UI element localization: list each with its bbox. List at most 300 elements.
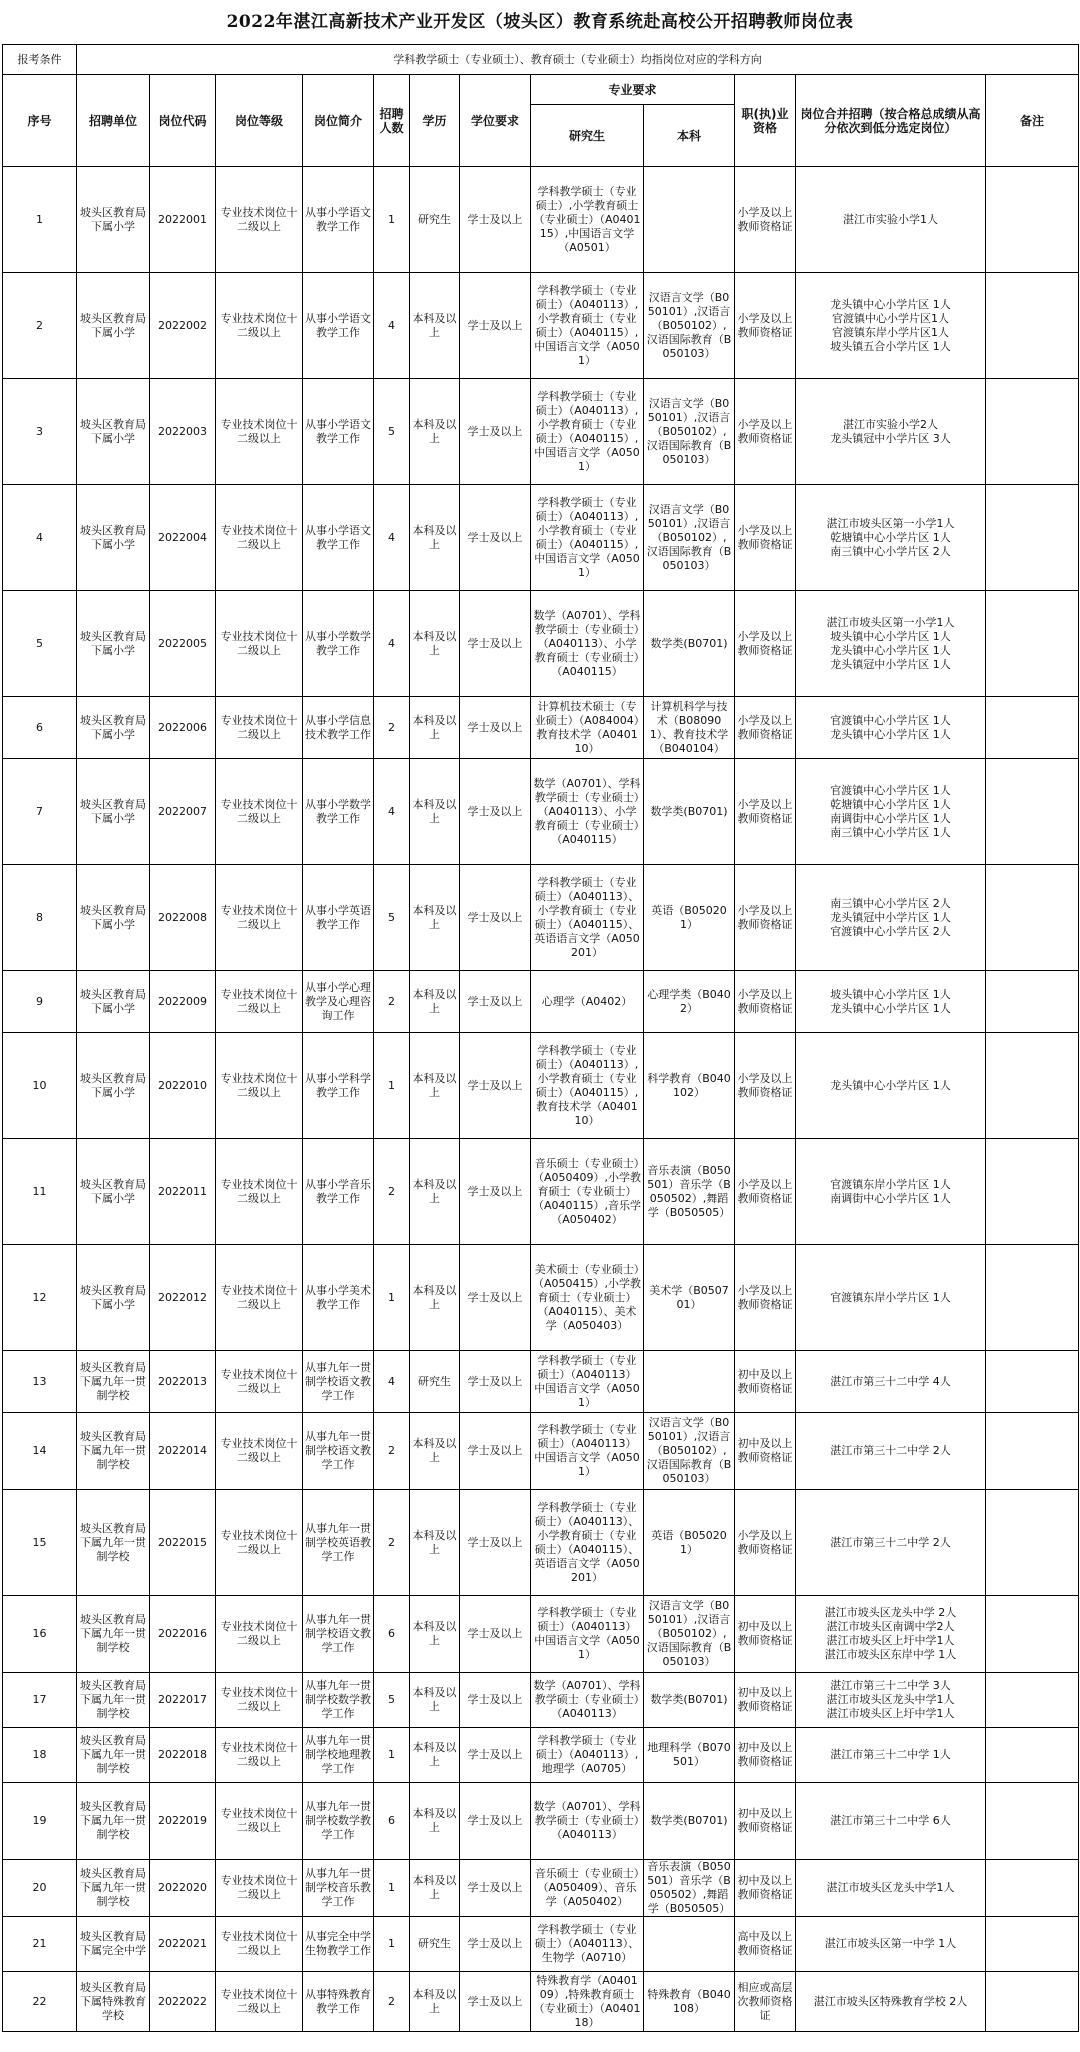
cell-unit: 坡头区教育局下属九年一贯制学校 <box>77 1351 150 1413</box>
cell-code: 2022016 <box>150 1596 216 1673</box>
cell-edu: 本科及以上 <box>410 1783 460 1860</box>
cell-intro: 从事小学美术教学工作 <box>303 1245 374 1351</box>
cell-count: 1 <box>374 1033 410 1139</box>
table-row <box>3 379 1079 485</box>
cell-intro: 从事九年一贯制学校音乐教学工作 <box>303 1860 374 1917</box>
cell-edu: 本科及以上 <box>410 1860 460 1917</box>
cell-level: 专业技术岗位十二级以上 <box>216 485 303 591</box>
cell-intro: 从事完全中学生物教学工作 <box>303 1917 374 1972</box>
cell-edu: 研究生 <box>410 167 460 273</box>
cell-intro: 从事小学科学教学工作 <box>303 1033 374 1139</box>
cell-seq: 14 <box>3 1413 77 1490</box>
cell-edu: 研究生 <box>410 1917 460 1972</box>
cell-grad-major: 学科教学硕士（专业硕士）（A040113）、小学教育硕士（专业硕士）（A040115）、英语语言文学（A050201） <box>531 1490 644 1596</box>
cell-degree: 学士及以上 <box>460 1673 531 1728</box>
cell-seq: 10 <box>3 1033 77 1139</box>
cell-edu: 本科及以上 <box>410 485 460 591</box>
cell-note <box>986 759 1079 865</box>
cell-code: 2022003 <box>150 379 216 485</box>
cell-grad-major: 学科教学硕士（专业硕士）（A040113）,小学教育硕士（专业硕士）（A040115）,中国语言文学（A0501） <box>531 379 644 485</box>
cell-count: 2 <box>374 1139 410 1245</box>
merge-line: 湛江市坡头区龙头中学 2人 <box>824 1606 957 1619</box>
cell-unit: 坡头区教育局下属特殊教育学校 <box>77 1972 150 2032</box>
cell-edu: 本科及以上 <box>410 865 460 971</box>
header-note: 备注 <box>986 75 1079 167</box>
conditions-text: 学科教学硕士（专业硕士）、教育硕士（专业硕士）均指岗位对应的学科方向 <box>77 45 1079 75</box>
cell-degree: 学士及以上 <box>460 697 531 759</box>
cell-level: 专业技术岗位十二级以上 <box>216 379 303 485</box>
cell-undergrad-major: 数学类(B0701) <box>644 759 735 865</box>
cell-code: 2022011 <box>150 1139 216 1245</box>
cell-seq: 13 <box>3 1351 77 1413</box>
table-row <box>3 1245 1079 1351</box>
cell-intro: 从事九年一贯制学校地理教学工作 <box>303 1728 374 1783</box>
cell-unit: 坡头区教育局下属小学 <box>77 167 150 273</box>
table-row <box>3 167 1079 273</box>
cell-qual: 初中及以上教师资格证 <box>735 1783 796 1860</box>
cell-code: 2022009 <box>150 971 216 1033</box>
cell-unit: 坡头区教育局下属小学 <box>77 379 150 485</box>
cell-merge <box>796 1673 986 1728</box>
cell-edu: 本科及以上 <box>410 591 460 697</box>
cell-level: 专业技术岗位十二级以上 <box>216 1139 303 1245</box>
cell-intro: 从事小学音乐教学工作 <box>303 1139 374 1245</box>
cell-note <box>986 1139 1079 1245</box>
cell-undergrad-major: 汉语言文学（B050101）,汉语言（B050102）,汉语国际教育（B050103） <box>644 485 735 591</box>
merge-line: 湛江市第三十二中学 2人 <box>830 1444 951 1457</box>
merge-line: 龙头镇冠中小学片区 1人 <box>830 910 951 924</box>
merge-line: 湛江市第三十二中学 6人 <box>830 1814 951 1827</box>
cell-qual: 高中及以上教师资格证 <box>735 1917 796 1972</box>
cell-seq: 2 <box>3 273 77 379</box>
cell-undergrad-major: 英语（B050201） <box>644 865 735 971</box>
cell-intro: 从事小学语文教学工作 <box>303 273 374 379</box>
cell-seq: 16 <box>3 1596 77 1673</box>
cell-count: 1 <box>374 167 410 273</box>
cell-code: 2022002 <box>150 273 216 379</box>
cell-count: 5 <box>374 865 410 971</box>
cell-degree: 学士及以上 <box>460 865 531 971</box>
cell-qual: 小学及以上教师资格证 <box>735 1245 796 1351</box>
merge-line: 坡头镇中心小学片区 1人 <box>830 629 951 643</box>
cell-grad-major: 计算机技术硕士（专业硕士）（A084004）教育技术学（A040110） <box>531 697 644 759</box>
cell-count: 5 <box>374 379 410 485</box>
cell-edu: 本科及以上 <box>410 1490 460 1596</box>
cell-qual: 小学及以上教师资格证 <box>735 379 796 485</box>
cell-degree: 学士及以上 <box>460 1413 531 1490</box>
cell-grad-major: 学科教学硕士（专业硕士）（A040113）中国语言文学（A0501） <box>531 1596 644 1673</box>
cell-degree: 学士及以上 <box>460 167 531 273</box>
cell-edu: 本科及以上 <box>410 379 460 485</box>
table-row <box>3 485 1079 591</box>
cell-code: 2022018 <box>150 1728 216 1783</box>
cell-code: 2022008 <box>150 865 216 971</box>
cell-unit: 坡头区教育局下属小学 <box>77 697 150 759</box>
cell-intro: 从事小学英语教学工作 <box>303 865 374 971</box>
cell-grad-major: 美术硕士（专业硕士）（A050415）,小学教育硕士（专业硕士）（A040115）、美术学（A050403） <box>531 1245 644 1351</box>
cell-degree: 学士及以上 <box>460 591 531 697</box>
cell-qual: 小学及以上教师资格证 <box>735 167 796 273</box>
cell-grad-major: 学科教学硕士（专业硕士）（A040113）,地理学（A0705） <box>531 1728 644 1783</box>
cell-count: 6 <box>374 1596 410 1673</box>
cell-note <box>986 591 1079 697</box>
cell-note <box>986 379 1079 485</box>
cell-code: 2022015 <box>150 1490 216 1596</box>
cell-seq: 4 <box>3 485 77 591</box>
header-level: 岗位等级 <box>216 75 303 167</box>
cell-merge <box>796 379 986 485</box>
cell-undergrad-major: 地理科学（B070501） <box>644 1728 735 1783</box>
cell-code: 2022017 <box>150 1673 216 1728</box>
header-row-1 <box>3 75 1079 105</box>
cell-note <box>986 1728 1079 1783</box>
cell-grad-major: 学科教学硕士（专业硕士）（A040113）,小学教育硕士（专业硕士）（A040115）,教育技术学（A040110） <box>531 1033 644 1139</box>
cell-undergrad-major: 汉语言文学（B050101）,汉语言（B050102）,汉语国际教育（B050103） <box>644 1413 735 1490</box>
cell-edu: 本科及以上 <box>410 1033 460 1139</box>
cell-undergrad-major: 心理学类（B0402） <box>644 971 735 1033</box>
cell-code: 2022005 <box>150 591 216 697</box>
cell-level: 专业技术岗位十二级以上 <box>216 1783 303 1860</box>
cell-degree: 学士及以上 <box>460 485 531 591</box>
recruitment-table <box>2 44 1079 2032</box>
cell-note <box>986 485 1079 591</box>
cell-count: 5 <box>374 1673 410 1728</box>
cell-intro: 从事小学数学教学工作 <box>303 759 374 865</box>
cell-level: 专业技术岗位十二级以上 <box>216 273 303 379</box>
cell-intro: 从事九年一贯制学校语文教学工作 <box>303 1351 374 1413</box>
cell-undergrad-major: 美术学（B050701） <box>644 1245 735 1351</box>
merge-line: 湛江市坡头区特殊教育学校 2人 <box>813 1994 968 2008</box>
cell-grad-major: 学科教学硕士（专业硕士）,小学教育硕士（专业硕士）（A040115）,中国语言文学（A0501） <box>531 167 644 273</box>
cell-intro: 从事九年一贯制学校数学教学工作 <box>303 1783 374 1860</box>
cell-level: 专业技术岗位十二级以上 <box>216 1596 303 1673</box>
cell-degree: 学士及以上 <box>460 1351 531 1413</box>
cell-edu: 本科及以上 <box>410 1728 460 1783</box>
table-row <box>3 1596 1079 1673</box>
merge-line: 南调街中心小学片区 1人 <box>830 1191 951 1205</box>
merge-line: 龙头镇中心小学片区 1人 <box>830 1078 951 1092</box>
cell-level: 专业技术岗位十二级以上 <box>216 1728 303 1783</box>
cell-unit: 坡头区教育局下属小学 <box>77 1033 150 1139</box>
cell-degree: 学士及以上 <box>460 1490 531 1596</box>
cell-note <box>986 1972 1079 2032</box>
cell-grad-major: 学科教学硕士（专业硕士）（A040113）中国语言文学（A0501） <box>531 1351 644 1413</box>
cell-seq: 20 <box>3 1860 77 1917</box>
cell-qual: 小学及以上教师资格证 <box>735 1490 796 1596</box>
cell-undergrad-major: 音乐表演（B050501）音乐学（B050502）,舞蹈学（B050505） <box>644 1860 735 1917</box>
cell-degree: 学士及以上 <box>460 379 531 485</box>
cell-unit: 坡头区教育局下属小学 <box>77 1245 150 1351</box>
cell-grad-major: 数学（A0701）、学科教学硕士（专业硕士）（A040113）、小学教育硕士（专业硕士）（A040115） <box>531 759 644 865</box>
merge-line: 龙头镇冠中小学片区 1人 <box>830 657 951 671</box>
table-row <box>3 1728 1079 1783</box>
cell-grad-major: 音乐硕士（专业硕士）（A050409）,小学教育硕士（专业硕士）（A040115）,音乐学（A050402） <box>531 1139 644 1245</box>
cell-grad-major: 数学（A0701）、学科教学硕士（专业硕士）（A040113） <box>531 1783 644 1860</box>
cell-qual: 初中及以上教师资格证 <box>735 1351 796 1413</box>
merge-line: 湛江市坡头区上圩中学1人 <box>826 1634 955 1647</box>
table-row <box>3 1033 1079 1139</box>
cell-merge <box>796 1728 986 1783</box>
cell-level: 专业技术岗位十二级以上 <box>216 1490 303 1596</box>
cell-grad-major: 学科教学硕士（专业硕士）（A040113）、小学教育硕士（专业硕士）（A040115）、英语语言文学（A050201） <box>531 865 644 971</box>
merge-line: 湛江市实验小学2人 <box>843 417 938 431</box>
cell-unit: 坡头区教育局下属小学 <box>77 485 150 591</box>
cell-level: 专业技术岗位十二级以上 <box>216 1413 303 1490</box>
header-intro: 岗位简介 <box>303 75 374 167</box>
cell-note <box>986 1596 1079 1673</box>
cell-degree: 学士及以上 <box>460 971 531 1033</box>
conditions-row <box>3 45 1079 75</box>
cell-merge <box>796 1033 986 1139</box>
cell-intro: 从事小学信息技术教学工作 <box>303 697 374 759</box>
cell-merge <box>796 1245 986 1351</box>
header-undergrad: 本科 <box>644 105 735 167</box>
cell-note <box>986 1490 1079 1596</box>
cell-unit: 坡头区教育局下属小学 <box>77 759 150 865</box>
cell-degree: 学士及以上 <box>460 1245 531 1351</box>
merge-line: 官渡镇中心小学片区 2人 <box>830 924 951 938</box>
merge-line: 龙头镇中心小学片区 1人 <box>830 297 951 311</box>
cell-qual: 小学及以上教师资格证 <box>735 865 796 971</box>
merge-line: 龙头镇中心小学片区 1人 <box>830 727 951 741</box>
cell-seq: 22 <box>3 1972 77 2032</box>
merge-line: 湛江市第三十二中学 4人 <box>830 1374 951 1388</box>
cell-level: 专业技术岗位十二级以上 <box>216 1860 303 1917</box>
cell-grad-major: 学科教学硕士（专业硕士）（A040113）,小学教育硕士（专业硕士）（A040115）,中国语言文学（A0501） <box>531 273 644 379</box>
cell-grad-major: 学科教学硕士（专业硕士）（A040113）中国语言文学（A0501） <box>531 1413 644 1490</box>
cell-code: 2022007 <box>150 759 216 865</box>
cell-qual: 相应或高层次教师资格证 <box>735 1972 796 2032</box>
cell-count: 4 <box>374 1351 410 1413</box>
merge-line: 湛江市实验小学1人 <box>843 212 938 226</box>
cell-unit: 坡头区教育局下属小学 <box>77 591 150 697</box>
cell-seq: 18 <box>3 1728 77 1783</box>
merge-line: 龙头镇中心小学片区 1人 <box>830 1001 951 1015</box>
table-row <box>3 1917 1079 1972</box>
conditions-label: 报考条件 <box>3 45 77 75</box>
cell-note <box>986 1917 1079 1972</box>
cell-level: 专业技术岗位十二级以上 <box>216 167 303 273</box>
cell-intro: 从事九年一贯制学校语文教学工作 <box>303 1596 374 1673</box>
cell-level: 专业技术岗位十二级以上 <box>216 1351 303 1413</box>
cell-merge <box>796 697 986 759</box>
header-degree: 学位要求 <box>460 75 531 167</box>
cell-unit: 坡头区教育局下属九年一贯制学校 <box>77 1783 150 1860</box>
cell-merge <box>796 1596 986 1673</box>
cell-merge <box>796 1860 986 1917</box>
cell-merge <box>796 591 986 697</box>
cell-undergrad-major: 计算机科学与技术（B080901）、教育技术学（B040104） <box>644 697 735 759</box>
merge-line: 湛江市第三十二中学 2人 <box>830 1535 951 1549</box>
cell-qual: 小学及以上教师资格证 <box>735 697 796 759</box>
cell-undergrad-major <box>644 1351 735 1413</box>
cell-intro: 从事小学心理教学及心理咨询工作 <box>303 971 374 1033</box>
merge-line: 南三镇中心小学片区 1人 <box>830 825 951 839</box>
merge-line: 官渡镇东岸小学片区 1人 <box>830 1290 951 1304</box>
cell-unit: 坡头区教育局下属九年一贯制学校 <box>77 1490 150 1596</box>
cell-grad-major: 学科教学硕士（专业硕士）（A040113）,小学教育硕士（专业硕士）（A040115）,中国语言文学（A0501） <box>531 485 644 591</box>
cell-unit: 坡头区教育局下属九年一贯制学校 <box>77 1596 150 1673</box>
cell-code: 2022020 <box>150 1860 216 1917</box>
cell-note <box>986 971 1079 1033</box>
table-row <box>3 1783 1079 1860</box>
cell-undergrad-major: 科学教育（B040102） <box>644 1033 735 1139</box>
cell-grad-major: 学科教学硕士（专业硕士）（A040113）、生物学（A0710） <box>531 1917 644 1972</box>
cell-level: 专业技术岗位十二级以上 <box>216 865 303 971</box>
cell-level: 专业技术岗位十二级以上 <box>216 1245 303 1351</box>
cell-note <box>986 1783 1079 1860</box>
table-row <box>3 1860 1079 1917</box>
cell-code: 2022012 <box>150 1245 216 1351</box>
merge-line: 官渡镇中心小学片区1人 <box>832 311 949 325</box>
merge-line: 官渡镇东岸小学片区 1人 <box>830 1177 951 1191</box>
cell-degree: 学士及以上 <box>460 273 531 379</box>
merge-line: 湛江市第三十二中学 1人 <box>830 1748 951 1761</box>
cell-qual: 初中及以上教师资格证 <box>735 1413 796 1490</box>
cell-merge <box>796 759 986 865</box>
cell-degree: 学士及以上 <box>460 1596 531 1673</box>
cell-qual: 小学及以上教师资格证 <box>735 591 796 697</box>
cell-intro: 从事九年一贯制学校语文教学工作 <box>303 1413 374 1490</box>
cell-unit: 坡头区教育局下属小学 <box>77 1139 150 1245</box>
cell-qual: 初中及以上教师资格证 <box>735 1596 796 1673</box>
cell-merge <box>796 1139 986 1245</box>
cell-unit: 坡头区教育局下属完全中学 <box>77 1917 150 1972</box>
cell-edu: 研究生 <box>410 1351 460 1413</box>
cell-grad-major: 音乐硕士（专业硕士）（A050409）、音乐学（A050402） <box>531 1860 644 1917</box>
header-qual: 职(执)业资格 <box>735 75 796 167</box>
cell-undergrad-major: 音乐表演（B050501）音乐学（B050502）,舞蹈学（B050505） <box>644 1139 735 1245</box>
cell-degree: 学士及以上 <box>460 1917 531 1972</box>
merge-line: 乾塘镇中心小学片区 1人 <box>830 797 951 811</box>
cell-count: 2 <box>374 697 410 759</box>
cell-qual: 小学及以上教师资格证 <box>735 1033 796 1139</box>
cell-grad-major: 心理学（A0402） <box>531 971 644 1033</box>
cell-count: 1 <box>374 1728 410 1783</box>
merge-line: 坡头镇五合小学片区 1人 <box>830 339 951 353</box>
cell-edu: 本科及以上 <box>410 1245 460 1351</box>
cell-edu: 本科及以上 <box>410 1972 460 2032</box>
cell-merge <box>796 1917 986 1972</box>
merge-line: 官渡镇东岸小学片区1人 <box>832 325 949 339</box>
cell-undergrad-major: 数学类(B0701) <box>644 1673 735 1728</box>
cell-note <box>986 167 1079 273</box>
cell-note <box>986 1413 1079 1490</box>
cell-count: 1 <box>374 1860 410 1917</box>
cell-undergrad-major: 汉语言文学（B050101）,汉语言（B050102）,汉语国际教育（B050103） <box>644 1596 735 1673</box>
cell-intro: 从事小学语文教学工作 <box>303 379 374 485</box>
cell-unit: 坡头区教育局下属九年一贯制学校 <box>77 1728 150 1783</box>
header-merge: 岗位合并招聘（按合格总成绩从高分依次到低分选定岗位） <box>796 75 986 167</box>
merge-line: 南调街中心小学片区 1人 <box>830 811 951 825</box>
cell-merge <box>796 167 986 273</box>
merge-line: 湛江市坡头区第一小学1人 <box>826 615 955 629</box>
header-count: 招聘人数 <box>374 75 410 167</box>
table-row <box>3 1139 1079 1245</box>
cell-qual: 初中及以上教师资格证 <box>735 1728 796 1783</box>
merge-line: 湛江市坡头区第一中学 1人 <box>824 1937 957 1950</box>
cell-undergrad-major <box>644 1917 735 1972</box>
cell-intro: 从事九年一贯制学校英语教学工作 <box>303 1490 374 1596</box>
cell-edu: 本科及以上 <box>410 971 460 1033</box>
cell-unit: 坡头区教育局下属九年一贯制学校 <box>77 1673 150 1728</box>
cell-qual: 初中及以上教师资格证 <box>735 1673 796 1728</box>
cell-edu: 本科及以上 <box>410 697 460 759</box>
header-major: 专业要求 <box>531 75 735 105</box>
merge-line: 龙头镇中心小学片区 1人 <box>830 643 951 657</box>
cell-unit: 坡头区教育局下属小学 <box>77 971 150 1033</box>
merge-line: 官渡镇中心小学片区 1人 <box>830 783 951 797</box>
cell-count: 2 <box>374 971 410 1033</box>
header-grad: 研究生 <box>531 105 644 167</box>
cell-note <box>986 1245 1079 1351</box>
cell-code: 2022021 <box>150 1917 216 1972</box>
cell-unit: 坡头区教育局下属九年一贯制学校 <box>77 1413 150 1490</box>
cell-undergrad-major: 数学类(B0701) <box>644 591 735 697</box>
cell-note <box>986 697 1079 759</box>
cell-code: 2022006 <box>150 697 216 759</box>
cell-undergrad-major: 英语（B050201） <box>644 1490 735 1596</box>
merge-line: 湛江市坡头区龙头中学1人 <box>826 1693 955 1706</box>
cell-qual: 小学及以上教师资格证 <box>735 759 796 865</box>
cell-intro: 从事特殊教育教学工作 <box>303 1972 374 2032</box>
cell-seq: 7 <box>3 759 77 865</box>
cell-unit: 坡头区教育局下属小学 <box>77 865 150 971</box>
cell-note <box>986 273 1079 379</box>
cell-undergrad-major: 数学类(B0701) <box>644 1783 735 1860</box>
cell-level: 专业技术岗位十二级以上 <box>216 1972 303 2032</box>
header-seq: 序号 <box>3 75 77 167</box>
cell-count: 4 <box>374 591 410 697</box>
cell-level: 专业技术岗位十二级以上 <box>216 1673 303 1728</box>
cell-merge <box>796 1413 986 1490</box>
cell-code: 2022001 <box>150 167 216 273</box>
cell-seq: 17 <box>3 1673 77 1728</box>
cell-note <box>986 1351 1079 1413</box>
cell-degree: 学士及以上 <box>460 1139 531 1245</box>
cell-seq: 21 <box>3 1917 77 1972</box>
cell-seq: 9 <box>3 971 77 1033</box>
cell-count: 2 <box>374 1413 410 1490</box>
cell-count: 4 <box>374 759 410 865</box>
cell-note <box>986 1033 1079 1139</box>
cell-grad-major: 数学（A0701）、学科教学硕士（专业硕士）（A040113）、小学教育硕士（专业硕士）（A040115） <box>531 591 644 697</box>
cell-level: 专业技术岗位十二级以上 <box>216 591 303 697</box>
cell-qual: 初中及以上教师资格证 <box>735 1860 796 1917</box>
cell-edu: 本科及以上 <box>410 1673 460 1728</box>
cell-intro: 从事九年一贯制学校数学教学工作 <box>303 1673 374 1728</box>
table-row <box>3 273 1079 379</box>
cell-degree: 学士及以上 <box>460 1972 531 2032</box>
cell-level: 专业技术岗位十二级以上 <box>216 697 303 759</box>
cell-merge <box>796 1783 986 1860</box>
cell-undergrad-major <box>644 167 735 273</box>
cell-degree: 学士及以上 <box>460 1783 531 1860</box>
cell-grad-major: 数学（A0701）、学科教学硕士（专业硕士）（A040113） <box>531 1673 644 1728</box>
table-row <box>3 971 1079 1033</box>
cell-note <box>986 865 1079 971</box>
cell-seq: 3 <box>3 379 77 485</box>
merge-line: 龙头镇冠中小学片区 3人 <box>830 431 951 445</box>
cell-edu: 本科及以上 <box>410 1413 460 1490</box>
cell-count: 6 <box>374 1783 410 1860</box>
cell-merge <box>796 865 986 971</box>
merge-line: 坡头镇中心小学片区 1人 <box>830 987 951 1001</box>
table-row <box>3 1490 1079 1596</box>
cell-merge <box>796 971 986 1033</box>
cell-merge <box>796 1972 986 2032</box>
merge-line: 乾塘镇中心小学片区 1人 <box>830 530 951 544</box>
